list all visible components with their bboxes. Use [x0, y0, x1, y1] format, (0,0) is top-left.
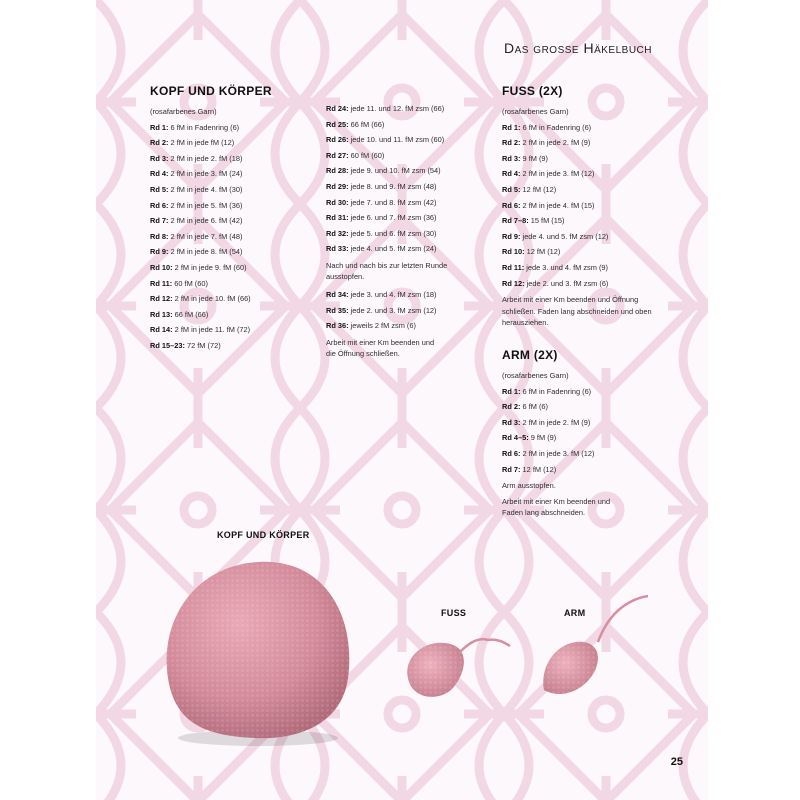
round-instruction: 60 fM (60) [174, 278, 208, 288]
round-label: Rd 2: [502, 402, 521, 412]
round-label: Rd 9: [150, 247, 169, 257]
pattern-round-line [502, 399, 662, 415]
pattern-round-line [502, 276, 662, 292]
round-instruction: 66 fM (66) [174, 309, 209, 319]
pattern-round-line [502, 446, 662, 462]
round-instruction: 2 fM in jede 10. fM (66) [174, 294, 251, 304]
pattern-round-line [150, 291, 272, 307]
pattern-round-line [326, 101, 476, 117]
round-label: Rd 28: [326, 166, 349, 176]
pattern-round-line [502, 415, 662, 431]
pattern-round-line [502, 244, 662, 260]
arm-section-title: ARM (2X) [502, 348, 558, 362]
kopf-rounds-list-final [326, 287, 476, 334]
pattern-round-line [150, 338, 272, 354]
pattern-round-line [326, 163, 476, 179]
kopf-rounds-list-left [150, 120, 272, 354]
round-label: Rd 11: [150, 278, 173, 288]
round-label: Rd 32: [326, 228, 349, 238]
arm-column [502, 348, 662, 523]
pattern-round-line [326, 132, 476, 148]
pattern-round-line [502, 384, 662, 400]
pattern-round-line [150, 276, 272, 292]
arm-stuff-note: Arm ausstopfen. [502, 481, 556, 491]
kopf-koerper-ball-photo [150, 548, 360, 748]
round-label: Rd 12: [150, 294, 173, 304]
pattern-round-line [150, 307, 272, 323]
round-label: Rd 10: [502, 247, 525, 257]
round-instruction: jede 10. und 11. fM zsm (60) [350, 135, 445, 145]
round-instruction: 2 fM in jede 2. fM (9) [522, 417, 591, 427]
pattern-round-line [150, 322, 272, 338]
round-label: Rd 14: [150, 325, 173, 335]
round-instruction: 66 fM (66) [350, 119, 385, 129]
pattern-round-line [326, 148, 476, 164]
round-label: Rd 3: [502, 153, 521, 163]
round-instruction: 2 fM in jede 8. fM (54) [170, 247, 243, 257]
round-instruction: 6 fM in Fadenring (6) [522, 122, 592, 132]
round-label: Rd 1: [502, 122, 521, 132]
round-instruction: jede 8. und 9. fM zsm (48) [350, 181, 437, 191]
pattern-round-line [502, 151, 662, 167]
pattern-round-line [150, 120, 272, 136]
round-label: Rd 7: [502, 464, 521, 474]
pattern-round-line [326, 117, 476, 133]
round-instruction: jede 4. und 5. fM zsm (24) [350, 244, 437, 254]
round-instruction: jede 11. und 12. fM zsm (66) [350, 104, 445, 113]
round-label: Rd 29: [326, 181, 349, 191]
round-instruction: 2 fM in jede 6. fM (42) [170, 216, 243, 226]
pattern-round-line [502, 166, 662, 182]
round-instruction: jede 7. und 8. fM zsm (42) [350, 197, 437, 207]
round-label: Rd 15–23: [150, 340, 185, 350]
round-instruction: 2 fM in jede 3. fM (12) [522, 169, 595, 179]
kopf-closing-note: Arbeit mit einer Km beenden und die Öffnung schließen. [326, 337, 435, 359]
pattern-round-line [502, 182, 662, 198]
round-label: Rd 34: [326, 289, 349, 299]
pattern-round-line [326, 303, 476, 319]
fuss-rounds-list [502, 120, 662, 292]
round-label: Rd 2: [150, 138, 169, 148]
round-instruction: 6 fM (6) [522, 402, 549, 412]
kopf-rounds-list-mid [326, 101, 476, 257]
kopf-stuffing-note: Nach und nach bis zur letzten Runde ausstopfen. [326, 260, 448, 282]
round-label: Rd 11: [502, 262, 525, 272]
book-running-title: Das grosse Häkelbuch [503, 40, 652, 56]
fuss-closing-note: Arbeit mit einer Km beenden und Öffnung schließen. Faden lang abschneiden und oben herausziehen. [502, 295, 652, 328]
round-label: Rd 2: [502, 138, 521, 148]
pattern-round-line [502, 198, 662, 214]
pattern-round-line [326, 241, 476, 257]
arm-rounds-list [502, 384, 662, 478]
round-label: Rd 4–5: [502, 433, 529, 443]
round-label: Rd 13: [150, 309, 173, 319]
round-label: Rd 35: [326, 305, 349, 315]
pattern-round-line [326, 195, 476, 211]
round-label: Rd 4: [502, 169, 521, 179]
kopf-column-left [150, 84, 272, 354]
pattern-round-line [150, 244, 272, 260]
pattern-round-line [502, 462, 662, 478]
round-instruction: 2 fM in jede 2. fM (9) [522, 138, 591, 148]
round-label: Rd 31: [326, 213, 349, 223]
arm-photo [536, 590, 666, 710]
round-instruction: 6 fM in Fadenring (6) [522, 386, 592, 396]
pattern-round-line [150, 229, 272, 245]
fuss-section-title: FUSS (2X) [502, 84, 563, 98]
round-label: Rd 5: [502, 184, 521, 194]
pattern-round-line [326, 179, 476, 195]
round-label: Rd 24: [326, 104, 349, 113]
fuss-photo [398, 600, 528, 710]
round-instruction: 9 fM (9) [530, 433, 557, 443]
round-label: Rd 6: [502, 448, 521, 458]
round-label: Rd 6: [502, 200, 521, 210]
round-instruction: jede 6. und 7. fM zsm (36) [350, 213, 437, 223]
round-instruction: 2 fM in jede 4. fM (15) [522, 200, 595, 210]
arm-photo-caption: ARM [564, 608, 586, 618]
fuss-yarn-note: (rosafarbenes Garn) [502, 107, 569, 116]
round-label: Rd 27: [326, 150, 349, 160]
round-label: Rd 6: [150, 200, 169, 210]
pattern-round-line [150, 213, 272, 229]
pattern-round-line [150, 182, 272, 198]
round-instruction: jede 3. und 4. fM zsm (18) [350, 289, 437, 299]
pattern-round-line [502, 120, 662, 136]
page-number: 25 [670, 756, 683, 768]
round-instruction: 2 fM in jede 3. fM (12) [522, 448, 595, 458]
round-label: Rd 26: [326, 135, 349, 145]
pattern-round-line [502, 260, 662, 276]
round-label: Rd 10: [150, 262, 173, 272]
round-instruction: jede 2. und 3. fM zsm (12) [350, 305, 437, 315]
pattern-round-line [502, 213, 662, 229]
fuss-photo-caption: FUSS [441, 608, 467, 618]
round-instruction: jeweils 2 fM zsm (6) [350, 321, 416, 331]
round-instruction: 60 fM (60) [350, 150, 385, 160]
round-instruction: 2 fM in jede 5. fM (36) [170, 200, 243, 210]
pattern-round-line [502, 135, 662, 151]
pattern-round-line [150, 135, 272, 151]
round-instruction: 15 fM (15) [530, 216, 565, 226]
round-instruction: 2 fM in jede fM (12) [170, 138, 235, 148]
kopf-yarn-note: (rosafarbenes Garn) [150, 107, 217, 116]
round-instruction: 12 fM (12) [522, 464, 557, 474]
round-label: Rd 9: [502, 231, 521, 241]
round-instruction: 12 fM (12) [526, 247, 561, 257]
round-label: Rd 33: [326, 244, 349, 254]
round-instruction: 2 fM in jede 2. fM (18) [170, 153, 243, 163]
round-label: Rd 30: [326, 197, 349, 207]
round-label: Rd 7–8: [502, 216, 529, 226]
pattern-round-line [150, 166, 272, 182]
round-instruction: 12 fM (12) [522, 184, 557, 194]
round-label: Rd 3: [502, 417, 521, 427]
round-label: Rd 8: [150, 231, 169, 241]
round-instruction: jede 2. und 3. fM zsm (6) [526, 278, 609, 288]
round-label: Rd 36: [326, 321, 349, 331]
kopf-section-title: KOPF UND KÖRPER [150, 84, 272, 98]
round-label: Rd 7: [150, 216, 169, 226]
fuss-column [502, 84, 662, 333]
round-instruction: 6 fM in Fadenring (6) [170, 122, 240, 132]
round-instruction: 72 fM (72) [186, 340, 221, 350]
round-instruction: 2 fM in jede 7. fM (48) [170, 231, 243, 241]
round-instruction: 9 fM (9) [522, 153, 549, 163]
arm-yarn-note: (rosafarbenes Garn) [502, 371, 569, 380]
round-label: Rd 12: [502, 278, 525, 288]
pattern-round-line [326, 318, 476, 334]
kopf-photo-caption: KOPF UND KÖRPER [217, 530, 310, 540]
round-label: Rd 3: [150, 153, 169, 163]
pattern-round-line [150, 198, 272, 214]
round-instruction: 2 fM in jede 9. fM (60) [174, 262, 247, 272]
pattern-round-line [326, 226, 476, 242]
round-label: Rd 4: [150, 169, 169, 179]
pattern-round-line [502, 229, 662, 245]
kopf-column-right [326, 101, 476, 364]
pattern-round-line [326, 287, 476, 303]
pattern-round-line [502, 430, 662, 446]
round-instruction: 2 fM in jede 3. fM (24) [170, 169, 243, 179]
round-instruction: 2 fM in jede 11. fM (72) [174, 325, 251, 335]
round-label: Rd 1: [150, 122, 169, 132]
round-label: Rd 25: [326, 119, 349, 129]
round-instruction: jede 3. und 4. fM zsm (9) [526, 262, 608, 272]
arm-closing-note: Arbeit mit einer Km beenden und Faden lang abschneiden. [502, 496, 611, 518]
round-label: Rd 5: [150, 184, 169, 194]
pattern-round-line [150, 151, 272, 167]
round-label: Rd 1: [502, 386, 521, 396]
pattern-round-line [150, 260, 272, 276]
pattern-round-line [326, 210, 476, 226]
round-instruction: jede 9. und 10. fM zsm (54) [350, 166, 441, 176]
round-instruction: 2 fM in jede 4. fM (30) [170, 184, 243, 194]
round-instruction: jede 5. und 6. fM zsm (30) [350, 228, 437, 238]
round-instruction: jede 4. und 5. fM zsm (12) [522, 231, 609, 241]
